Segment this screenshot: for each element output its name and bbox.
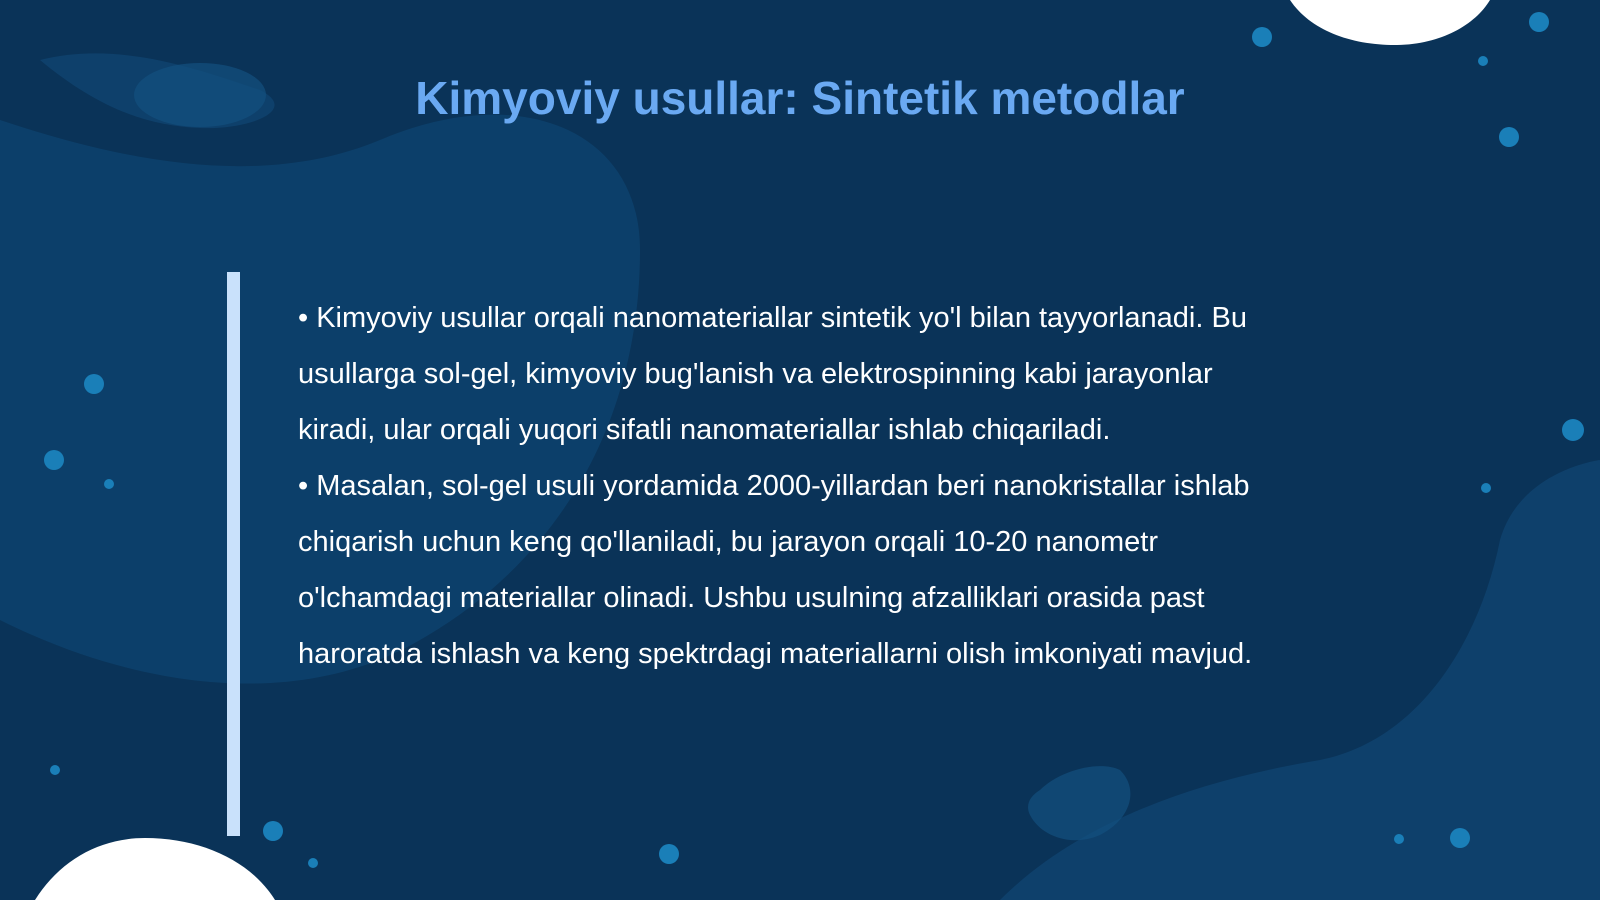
decor-dot [1562,419,1584,441]
slide-body [298,290,1298,682]
decor-dot [308,858,318,868]
decor-dot [659,844,679,864]
bullet-paragraph-2: • Masalan, sol-gel usuli yordamida 2000-yillardan beri nanokristallar ishlab chiqarish uchun keng qo'llaniladi, bu jarayon orqali 10-20 nanometr o'lchamdagi materiallar olinadi. Ushbu usulning afzalliklari orasida past haroratda ishlash va keng spektrdagi materiallarni olish imkoniyati mavjud. [298,470,1253,670]
white-blob-bottom-left [35,838,275,900]
white-blob-top-right [1290,0,1490,45]
decor-dot [50,765,60,775]
decor-dot [44,450,64,470]
decor-dot [1529,12,1549,32]
decor-dot [1481,483,1491,493]
decor-dot [1499,127,1519,147]
accent-bar [227,272,240,836]
bullet-paragraph-1: • Kimyoviy usullar orqali nanomateriallar sintetik yo'l bilan tayyorlanadi. Bu usullarga sol-gel, kimyoviy bug'lanish va elektrospinning kabi jarayonlar kiradi, ular orqali yuqori sifatli nanomateriallar ishlab chiqariladi. [298,302,1247,446]
decor-dot [104,479,114,489]
decor-dot [1478,56,1488,66]
decor-dot [1450,828,1470,848]
decor-dot [1252,27,1272,47]
slide-title: Kimyoviy usullar: Sintetik metodlar [415,72,1185,124]
decor-dot [263,821,283,841]
decor-dot [84,374,104,394]
decor-dot [1394,834,1404,844]
